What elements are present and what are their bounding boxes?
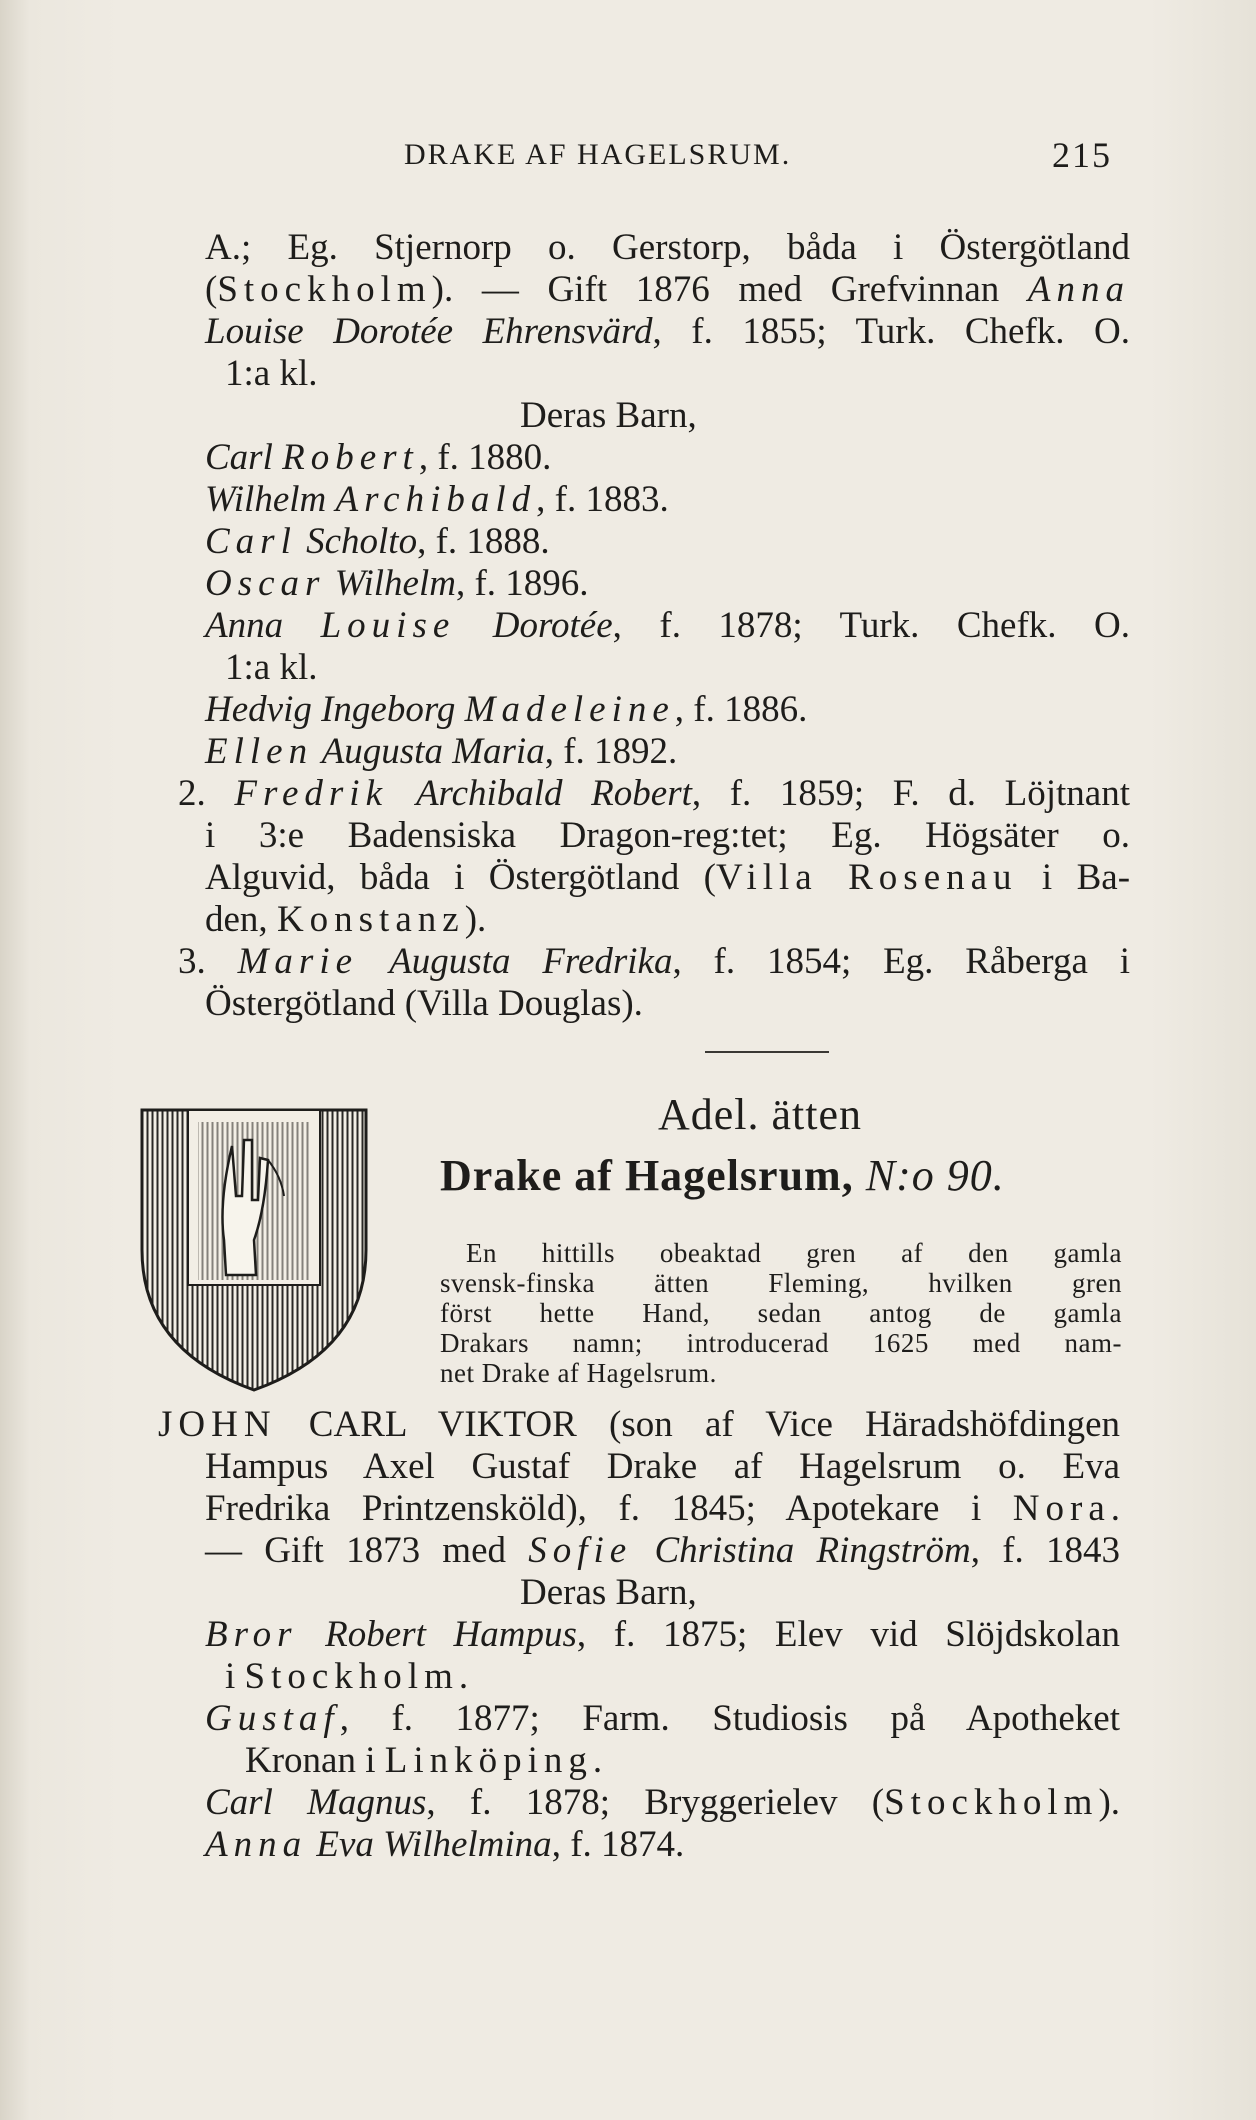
child-entry-carl-robert: Carl Robert, f. 1880.: [205, 437, 552, 478]
lower-line-4: — Gift 1873 med Sofie Christina Ringström, f. 1843: [205, 1530, 1120, 1571]
child-entry-carl-scholto: Carl Scholto, f. 1888.: [205, 521, 550, 562]
heading-deras-barn-2: Deras Barn,: [520, 1572, 697, 1613]
text-line-11: 1:a kl.: [225, 647, 318, 688]
lineage-note-line-2: svensk-finska ätten Fleming, hvilken gren: [440, 1268, 1122, 1298]
child-entry-ellen: Ellen Augusta Maria, f. 1892.: [205, 731, 678, 772]
lineage-note-line-4: Drakars namn; introducerad 1625 med nam-: [440, 1328, 1122, 1358]
child-entry-hedvig: Hedvig Ingeborg Madeleine, f. 1886.: [205, 689, 808, 730]
child-entry-anna-louise: Anna Louise Dorotée, f. 1878; Turk. Chefk. O.: [205, 605, 1130, 646]
lineage-note-line-1: En hittills obeaktad gren af den gamla: [466, 1238, 1122, 1268]
entry-2-fredrik: 2. Fredrik Archibald Robert, f. 1859; F. d. Löjtnant: [178, 773, 1130, 814]
coat-of-arms-shield: [136, 1100, 372, 1396]
section-title-adel-atten: Adel. ätten: [658, 1090, 863, 1139]
entry-3-marie: 3. Marie Augusta Fredrika, f. 1854; Eg. Råberga i: [178, 941, 1130, 982]
section-divider: [705, 1051, 829, 1053]
child-entry-anna-eva: Anna Eva Wilhelmina, f. 1874.: [205, 1824, 685, 1865]
text-line-1: A.; Eg. Stjernorp o. Gerstorp, båda i Östergötland: [205, 227, 1130, 268]
running-title: DRAKE AF HAGELSRUM.: [404, 138, 792, 171]
child-entry-gustaf: Gustaf, f. 1877; Farm. Studiosis på Apotheket: [205, 1698, 1120, 1739]
child-entry-oscar-wilhelm: Oscar Wilhelm, f. 1896.: [205, 563, 589, 604]
lower-line-2: Hampus Axel Gustaf Drake af Hagelsrum o. Eva: [205, 1446, 1120, 1487]
page-number: 215: [1052, 135, 1112, 175]
child-entry-wilhelm-archibald: Wilhelm Archibald, f. 1883.: [205, 479, 669, 520]
text-line-19: Östergötland (Villa Douglas).: [205, 983, 643, 1024]
lower-line-7: i Stockholm.: [225, 1656, 469, 1697]
text-line-17: den, Konstanz).: [205, 899, 487, 940]
lower-line-9: Kronan i Linköping.: [245, 1740, 603, 1781]
section-title-drake-af-hagelsrum: Drake af Hagelsrum, N:o 90.: [440, 1151, 1005, 1200]
lower-line-3: Fredrika Printzensköld), f. 1845; Apotekare i Nora.: [205, 1488, 1120, 1529]
entry-john-carl-viktor: JOHN CARL VIKTOR (son af Vice Häradshöfdingen: [158, 1404, 1120, 1445]
lineage-note-line-3: först hette Hand, sedan antog de gamla: [440, 1298, 1122, 1328]
child-entry-carl-magnus: Carl Magnus, f. 1878; Bryggerielev (Stockholm).: [205, 1782, 1121, 1823]
text-line-4: 1:a kl.: [225, 353, 318, 394]
text-line-16: Alguvid, båda i Östergötland (Villa Rosenau i Ba-: [205, 857, 1131, 898]
heading-deras-barn-1: Deras Barn,: [520, 395, 697, 436]
text-line-2: (Stockholm). — Gift 1876 med Grefvinnan Anna: [205, 269, 1130, 310]
child-entry-bror: Bror Robert Hampus, f. 1875; Elev vid Slöjdskolan: [205, 1614, 1120, 1655]
text-line-3: Louise Dorotée Ehrensvärd, f. 1855; Turk. Chefk. O.: [205, 311, 1130, 352]
text-line-15: i 3:e Badensiska Dragon-reg:tet; Eg. Högsäter o.: [205, 815, 1130, 856]
lineage-note-line-5: net Drake af Hagelsrum.: [440, 1358, 717, 1388]
